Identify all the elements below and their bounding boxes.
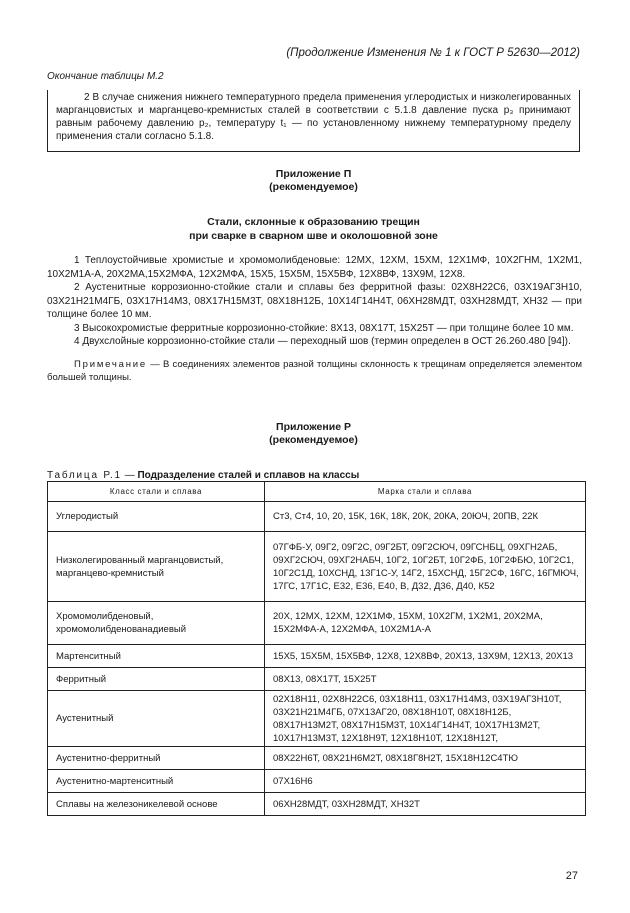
table-row [48,645,586,668]
class-cell: Аустенитно-мартенситный [48,770,265,793]
note-text: — В соединениях элементов разной толщины склонность к трещинам определяется элементом большей толщины. [47,358,582,383]
mark-cell: 07Х16Н6 [265,770,586,793]
mark-cell: 20Х, 12МХ, 12ХМ, 12Х1МФ, 15ХМ, 10Х2ГМ, 1Х2М1, 20Х2МА, 15Х2МФА-А, 12Х2МФА, 10Х2М1А-А [265,602,586,645]
document-continuation-header: (Продолжение Изменения № 1 к ГОСТ Р 52630—2012) [286,47,580,59]
table-row [48,602,586,645]
appendix-p-body [47,254,582,385]
table-row [48,668,586,691]
appendix-r-status: (рекомендуемое) [269,434,358,446]
table-label: Таблица Р.1 [47,470,122,481]
table-row [48,532,586,602]
table-header-row [48,482,586,502]
appendix-p-item-2: 2 Аустенитные коррозионно-стойкие стали и сплавы без ферритной фазы: 02Х8Н22С6, 03Х19АГ3Н10, 03Х21Н21М4ГБ, 03Х17Н14М3, 08Х17Н15М3Т, 08Х18Н12Б, 10Х14Г14Н4Т, 06ХН28МДТ, 03ХН28МДТ, ХН32 — при толщине более 10 мм. [47,282,582,320]
appendix-r-title: Приложение Р [276,421,351,433]
class-cell: Мартенситный [48,645,265,668]
class-cell: Низколегированный марганцовистый, марганцево-кремнистый [48,532,265,602]
class-cell: Аустенитный [48,691,265,747]
table-row [48,770,586,793]
appendix-p-item-4: 4 Двухслойные коррозионно-стойкие стали — переходный шов (термин определен в ОСТ 26.260.480 [94]). [74,336,571,347]
table-row [48,502,586,532]
class-cell: Ферритный [48,668,265,691]
mark-cell: 07ГФБ-У, 09Г2, 09Г2С, 09Г2БТ, 09Г2СЮЧ, 09ГСНБЦ, 09ХГН2АБ, 09ХГ2СЮЧ, 09ХГ2НАБЧ, 10Г2, 10Г2БТ, 10Г2ФБ, 10Г2ФБЮ, 10Г2С1, 10Г2С1Д, 10ХСНД, 13Г1С-У, 14Г2, 15ХСНД, 15Г2СФ, 16ГС, 16ГМЮЧ, 17ГС, 17Г1С, Е32, Е36, Е40, В, Д32, Д36, Д40, К52 [265,532,586,602]
class-cell: Углеродистый [48,502,265,532]
column-header-class: Класс стали и сплава [48,482,265,502]
class-cell: Хромомолибденовый, хромомолибденованадиевый [48,602,265,645]
appendix-p-title: Приложение П [275,168,352,180]
page-number: 27 [565,870,578,882]
table-row [48,793,586,816]
table-end-caption: Окончание таблицы М.2 [47,71,164,82]
mark-cell: 08Х13, 08Х17Т, 15Х25Т [265,668,586,691]
appendix-p-item-1: 1 Теплоустойчивые хромистые и хромомолибденовые: 12МХ, 12ХМ, 15ХМ, 12Х1МФ, 10Х2ГНМ, 1Х2М1, 10Х2М1А-А, 20Х2МА,15Х2МФА, 12Х2МФА, 15Х5, 15Х5М, 15Х5ВФ, 12Х8ВФ, 13Х9М, 12Х8. [47,255,582,280]
appendix-p-status: (рекомендуемое) [269,181,358,193]
appendix-p-note [47,358,582,385]
class-cell: Сплавы на железоникелевой основе [48,793,265,816]
appendix-p-heading-line2: при сварке в сварном шве и околошовной зоне [189,230,438,242]
table-note-box [47,90,580,152]
steel-classes-table [47,481,586,816]
appendix-p-item-3: 3 Высокохромистые ферритные коррозионно-стойкие: 8Х13, 08Х17Т, 15Х25Т — при толщине более 10 мм. [74,322,574,334]
mark-cell: 02Х18Н11, 02Х8Н22С6, 03Х18Н11, 03Х17Н14М3, 03Х19АГ3Н10Т, 03Х21Н21М4ГБ, 07Х13АГ20, 08Х18Н10Т, 08Х18Н12Б, 08Х17Н13М2Т, 08Х17Н15М3Т, 10Х14Г14Н4Т, 10Х17Н13М2Т, 10Х17Н13М3Т, 12Х18Н9Т, 12Х18Н10Т, 12Х18Н12Т, [265,691,586,747]
column-header-mark: Марка стали и сплава [265,482,586,502]
appendix-p-heading-line1: Стали, склонные к образованию трещин [207,216,420,228]
mark-cell: 08Х22Н6Т, 08Х21Н6М2Т, 08Х18Г8Н2Т, 15Х18Н12С4ТЮ [265,747,586,770]
mark-cell: Ст3, Ст4, 10, 20, 15К, 16К, 18К, 20К, 20КА, 20ЮЧ, 20ПВ, 22К [265,502,586,532]
table-row [48,747,586,770]
note-label: Примечание [74,358,147,370]
class-cell: Аустенитно-ферритный [48,747,265,770]
table-caption [47,470,359,481]
table-title: Подразделение сталей и сплавов на классы [137,470,360,481]
table-row [48,691,586,747]
table-caption-dash: — [121,470,138,481]
table-note-text: 2 В случае снижения нижнего температурного предела применения углеродистых и низколегированных марганцовистых и марганцево-кремнистых сталей в соответствии с 5.1.8 давление пуска p₃ принимают равным рабочему давлению p₂, температуру t₁ — по установленному нижнему температурному пределу применения стали согласно 5.1.8. [56,92,571,142]
mark-cell: 06ХН28МДТ, 03ХН28МДТ, ХН32Т [265,793,586,816]
mark-cell: 15Х5, 15Х5М, 15Х5ВФ, 12Х8, 12Х8ВФ, 20Х13, 13Х9М, 12Х13, 20Х13 [265,645,586,668]
